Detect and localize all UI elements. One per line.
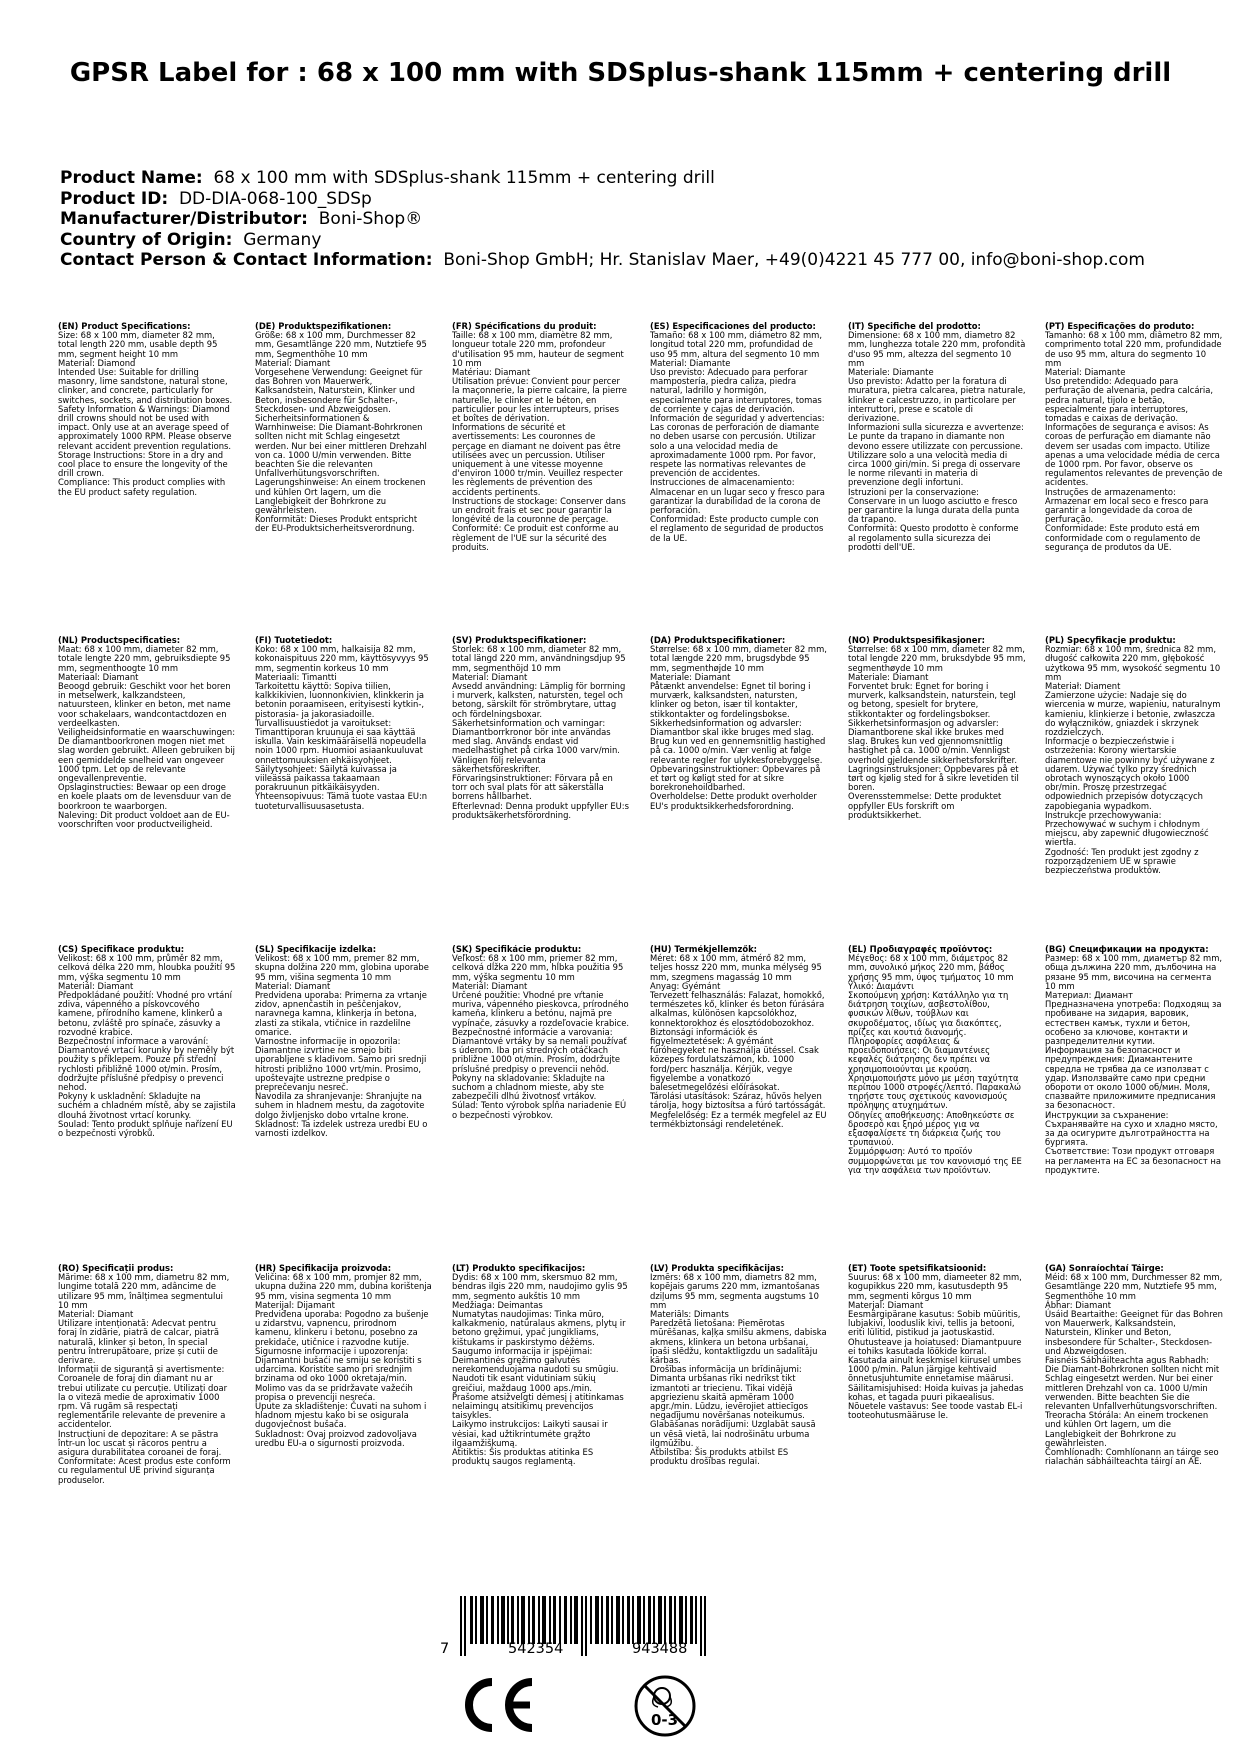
- lang-block-sv: [452, 636, 630, 936]
- lang-body: Veľkosť: 68 x 100 mm, priemer 82 mm, celková dĺžka 220 mm, hĺbka použitia 95 mm, výška segmentu 10 mm Materiál: Diamant Určené použitie: Vhodné pre vŕtanie muriva, vápenného pieskovca, prírodného kameňa, klinkeru a betónu, najmä pre vypínače, zásuvky a rozdeľovacie krabice. Bezpečnostné informácie a varovania: Diamantové vrtáky by sa nemali používať s úderom. Iba pri stredných otáčkach približne 1000 ot/min. Prosím, dodržujte príslušné predpisy o prevencii nehôd. Pokyny na skladovanie: Skladujte na suchom a chladnom mieste, aby ste zabezpečili dlhú životnosť vrtákov. Súlad: Tento výrobok spĺňa nariadenie EÚ o bezpečnosti výrobkov.: [452, 953, 630, 1120]
- origin-value: Germany: [243, 229, 322, 250]
- lang-block-ro: [58, 1264, 236, 1589]
- lang-body: Μέγεθος: 68 x 100 mm, διάμετρος 82 mm, συνολικό μήκος 220 mm, βάθος χρήσης 95 mm, ύψος τμήματος 10 mm Υλικό: Διαμάντι Σκοπούμενη χρήση: Κατάλληλο για τη διάτρηση τοιχίων, ασβεστολίθου, φυσικών λίθων, τούβλων και σκυροδέματος, ιδίως για διακόπτες, πρίζες και κουτιά διανομής. Πληροφορίες ασφάλειας & προειδοποιήσεις: Οι διαμαντένιες κεφαλές διάτρησης δεν πρέπει να χρησιμοποιούνται με κρούση. Χρησιμοποιήστε μόνο με μέση ταχύτητα περίπου 1000 στροφές/λεπτό. Παρακαλώ τηρήστε τους σχετικούς κανονισμούς πρόληψης ατυχημάτων. Οδηγίες αποθήκευσης: Αποθηκεύστε σε δροσερό και ξηρό μέρος για να εξασφαλίσετε τη διάρκεια ζωής του τρυπανιού. Συμμόρφωση: Αυτό το προϊόν συμμορφώνεται με τον κανονισμό της ΕΕ για την ασφάλεια των προϊόντων.: [848, 953, 1022, 1175]
- lang-heading: (CS) Specifikace produktu:: [58, 945, 185, 954]
- manufacturer-label: Manufacturer/Distributor:: [60, 209, 308, 229]
- lang-body: Tamaño: 68 x 100 mm, diámetro 82 mm, longitud total 220 mm, profundidad de uso 95 mm, altura del segmento 10 mm Material: Diamante Uso previsto: Adecuado para perforar mampostería, piedra caliza, piedra natural, ladrillo y hormigón, especialmente para interruptores, tomas de corriente y cajas de derivación. Información de seguridad y advertencias: Las coronas de perforación de diamante no deben usarse con percusión. Utilizar solo a una velocidad media de aproximadamente 1000 rpm. Por favor, respete las normativas relevantes de prevención de accidentes. Instrucciones de almacenamiento: Almacenar en un lugar seco y fresco para garantizar la durabilidad de la corona de perforación. Conformidad: Este producto cumple con el reglamento de seguridad de productos de la UE.: [650, 330, 825, 543]
- lang-heading: (ES) Especificaciones del producto:: [650, 322, 816, 331]
- lang-heading: (NL) Productspecificaties:: [58, 636, 181, 645]
- origin-label: Country of Origin:: [60, 229, 233, 250]
- lang-block-pt: [1045, 322, 1223, 627]
- lang-body: Méret: 68 x 100 mm, átmérő 82 mm, teljes hossz 220 mm, munka mélység 95 mm, szegmens magasság 10 mm Anyag: Gyémánt Tervezett felhasználás: Falazat, homokkő, természetes kő, klinker és beton fúrására alkalmas, különösen kapcsolókhoz, konnektorokhoz és elosztódobozokhoz. Biztonsági információk és figyelmeztetések: A gyémánt fúróhegyeket ne használja ütéssel. Csak közepes fordulatszámon, kb. 1000 ford/perc használja. Kérjük, vegye figyelembe a vonatkozó balesetmegelőzési előírásokat. Tárolási utasítások: Száraz, hűvös helyen tárolja, hogy biztosítsa a fúró tartósságát. Megfelelőség: Ez a termék megfelel az EU termékbiztonsági rendeletének.: [650, 953, 827, 1129]
- lang-heading: (DE) Produktspezifikationen:: [255, 322, 392, 331]
- lang-body: Izmērs: 68 x 100 mm, diametrs 82 mm, kopējais garums 220 mm, izmantošanas dziļums 95 mm, segmenta augstums 10 mm Materiāls: Dimants Paredzētā lietošana: Piemērotas mūrēšanas, kaļķa smilšu akmens, dabiska akmens, klinkera un betona urbšanai, īpaši slēdžu, kontaktligzdu un sadalītāju kārbas. Drošības informācija un brīdinājumi: Dimanta urbšanas rīki nedrīkst tikt izmantoti ar triecienu. Tikai vidējā apgriezienu skaitā apmēram 1000 apgr./min. Lūdzu, ievērojiet attiecīgos negadījumu novēršanas noteikumus. Glabāšanas norādījumi: Uzglabāt sausā un vēsā vietā, lai nodrošinātu urbuma ilgmūžību. Atbilstība: Šis produkts atbilst ES produktu drošības regulai.: [650, 1272, 827, 1467]
- lang-block-hu: [650, 945, 828, 1255]
- lang-heading: (PT) Especificações do produto:: [1045, 322, 1195, 331]
- lang-heading: (SV) Produktspecifikationer:: [452, 636, 587, 645]
- contact-row: [60, 250, 1200, 271]
- lang-heading: (ET) Toote spetsifikatsioonid:: [848, 1264, 987, 1273]
- lang-heading: (NO) Produktspesifikasjoner:: [848, 636, 985, 645]
- lang-body: Размер: 68 x 100 mm, диаметър 82 mm, обща дължина 220 mm, дълбочина на рязане 95 mm, височина на сегмента 10 mm Материал: Диамант Предназначена употреба: Подходящ за пробиване на зидария, варовик, естествен камък, тухли и бетон, особено за ключове, контакти и разпределителни кутии. Информация за безопасност и предупреждения: Диамантените свредла не трябва да се използват с удар. Използвайте само при средни обороти от около 1000 об/мин. Моля, спазвайте приложимите предписания за безопасност. Инструкции за съхранение: Съхранявайте на сухо и хладно място, за да осигурите дълготрайността на бургията. Съответствие: Този продукт отговаря на регламента на ЕС за безопасност на продуктите.: [1045, 953, 1223, 1175]
- lang-body: Velikost: 68 x 100 mm, průměr 82 mm, celková délka 220 mm, hloubka použití 95 mm, výška segmentu 10 mm Materiál: Diamant Předpokládané použití: Vhodné pro vrtání zdiva, vápenného a pískovcového kamene, přírodního kamene, klinkerů a betonu, zvláště pro spínače, zásuvky a rozvodné krabice. Bezpečnostní informace a varování: Diamantové vrtací korunky by neměly být použity s příklepem. Pouze při střední rychlosti přibližně 1000 ot/min. Prosím, dodržujte příslušné předpisy o prevenci nehod. Pokyny k uskladnění: Skladujte na suchém a chladném místě, aby se zajistila dlouhá životnost vrtací korunky. Soulad: Tento produkt splňuje nařízení EU o bezpečnosti výrobků.: [58, 953, 236, 1139]
- lang-heading: (SL) Specifikacije izdelka:: [255, 945, 377, 954]
- lang-heading: (HR) Specifikacija proizvoda:: [255, 1264, 392, 1273]
- lang-heading: (LV) Produkta specifikācijas:: [650, 1264, 784, 1273]
- lang-body: Størrelse: 68 x 100 mm, diameter 82 mm, total lengde 220 mm, bruksdybde 95 mm, segmenthøyde 10 mm Materiale: Diamant Forventet bruk: Egnet for boring i murverk, kalksandstein, naturstein, tegl og betong, spesielt for brytere, stikkontakter og fordelingsbokser. Sikkerhetsinformasjon og advarsler: Diamantborene skal ikke brukes med slag. Brukes kun ved gjennomsnittlig hastighet på ca. 1000 o/min. Vennligst overhold gjeldende sikkerhetsforskrifter. Lagringsinstruksjoner: Oppbevares på et tørt og kjølig sted for å sikre levetiden til boren. Overensstemmelse: Dette produktet oppfyller EUs forskrift om produktsikkerhet.: [848, 644, 1026, 820]
- lang-body: Größe: 68 x 100 mm, Durchmesser 82 mm, Gesamtlänge 220 mm, Nutztiefe 95 mm, Segmenthöhe 10 mm Material: Diamant Vorgesehene Verwendung: Geeignet für das Bohren von Mauerwerk, Kalksandstein, Naturstein, Klinker und Beton, insbesondere für Schalter-, Steckdosen- und Abzweigdosen. Sicherheitsinformationen & Warnhinweise: Die Diamant-Bohrkronen sollten nicht mit Schlag eingesetzt werden. Nur bei einer mittleren Drehzahl von ca. 1000 U/min verwenden. Bitte beachten Sie die relevanten Unfallverhütungsvorschriften. Lagerungshinweise: An einem trockenen und kühlen Ort lagern, um die Langlebigkeit der Bohrkrone zu gewährleisten. Konformität: Dieses Produkt entspricht der EU-Produktsicherheitsverordnung.: [255, 330, 427, 534]
- lang-heading: (LT) Produkto specifikacijos:: [452, 1264, 586, 1273]
- age-warning-label: 0-3: [651, 1711, 679, 1729]
- lang-body: Veličina: 68 x 100 mm, promjer 82 mm, ukupna dužina 220 mm, dubina korištenja 95 mm, visina segmenta 10 mm Materijal: Dijamant Predviđena uporaba: Pogodno za bušenje u zidarstvu, vapnencu, prirodnom kamenu, klinkeru i betonu, posebno za prekidače, utičnice i razvodne kutije. Sigurnosne informacije i upozorenja: Dijamantni bušaći ne smiju se koristiti s udarcima. Koristite samo pri srednjim brzinama od oko 1000 okretaja/min. Molimo vas da se pridržavate važećih propisa o prevenciji nesreća. Upute za skladištenje: Čuvati na suhom i hladnom mjestu kako bi se osigurala dugovječnost bušača. Sukladnost: Ovaj proizvod zadovoljava uredbu EU-a o sigurnosti proizvoda.: [255, 1272, 432, 1448]
- lang-body: Tamanho: 68 x 100 mm, diâmetro 82 mm, comprimento total 220 mm, profundidade de uso 95 mm, altura do segmento 10 mm Material: Diamante Uso pretendido: Adequado para perfuração de alvenaria, pedra calcária, pedra natural, tijolo e betão, especialmente para interruptores, tomadas e caixas de derivação. Informações de segurança e avisos: As coroas de perfuração em diamante não devem ser usadas com impacto. Utilize apenas a uma velocidade média de cerca de 1000 rpm. Por favor, observe os regulamentos relevantes de prevenção de acidentes. Instruções de armazenamento: Armazenar em local seco e fresco para garantir a longevidade da coroa de perfuração. Conformidade: Este produto está em conformidade com o regulamento de segurança de produtos da UE.: [1045, 330, 1223, 552]
- lang-body: Rozmiar: 68 x 100 mm, średnica 82 mm, długość całkowita 220 mm, głębokość użytkowa 95 mm, wysokość segmentu 10 mm Materiał: Diament Zamierzone użycie: Nadaje się do wiercenia w murze, wapieniu, naturalnym kamieniu, klinkierze i betonie, zwłaszcza do wyłączników, gniazdek i skrzynek rozdzielczych. Informacje o bezpieczeństwie i ostrzeżenia: Korony wiertarskie diamentowe nie powinny być używane z udarem. Używać tylko przy średnich obrotach wynoszących około 1000 obr/min. Proszę przestrzegać odpowiednich przepisów dotyczących zapobiegania wypadkom. Instrukcje przechowywania: Przechowywać w suchym i chłodnym miejscu, aby zapewnić długowieczność wiertła. Zgodność: Ten produkt jest zgodny z rozporządzeniem UE w sprawie bezpieczeństwa produktów.: [1045, 644, 1221, 876]
- barcode-digit-prefix: 7: [440, 1641, 450, 1657]
- lang-block-et: [848, 1264, 1026, 1589]
- lang-heading: (BG) Спецификации на продукта:: [1045, 945, 1209, 954]
- product-name-value: 68 x 100 mm with SDSplus-shank 115mm + centering drill: [213, 168, 715, 188]
- page-title: GPSR Label for : 68 x 100 mm with SDSplus-shank 115mm + centering drill: [69, 58, 1172, 88]
- origin-row: [60, 230, 1200, 251]
- lang-block-nl: [58, 636, 236, 936]
- lang-heading: (IT) Specifiche del prodotto:: [848, 322, 981, 331]
- age-warning-icon: [632, 1673, 698, 1739]
- lang-block-el: [848, 945, 1026, 1255]
- barcode-digits-left: 542354: [508, 1641, 564, 1657]
- lang-body: Størrelse: 68 x 100 mm, diameter 82 mm, total længde 220 mm, brugsdybde 95 mm, segmenthøjde 10 mm Materiale: Diamant Påtænkt anvendelse: Egnet til boring i murværk, kalksandsten, natursten, klinker og beton, især til kontakter, stikkontakter og fordelingsbokse. Sikkerhedsinformation og advarsler: Diamantbor skal ikke bruges med slag. Brug kun ved en gennemsnitlig hastighed på ca. 1000 o/min. Vær venlig at følge relevante regler for ulykkesforebyggelse. Opbevaringsinstruktioner: Opbevares på et tørt og køligt sted for at sikre borekronehoildbarhed. Overholdelse: Dette produkt overholder EU's produktsikkerhedsforordning.: [650, 644, 827, 811]
- lang-heading: (PL) Specyfikacje produktu:: [1045, 636, 1176, 645]
- product-name-row: [60, 168, 1200, 189]
- lang-block-fr: [452, 322, 630, 627]
- lang-block-bg: [1045, 945, 1223, 1255]
- lang-body: Storlek: 68 x 100 mm, diameter 82 mm, total längd 220 mm, användningsdjup 95 mm, segmenthöjd 10 mm Material: Diamant Avsedd användning: Lämplig för borrning i murverk, kalksten, natursten, tegel och betong, särskilt för strömbrytare, uttag och fördelningsboxar. Säkerhetsinformation och varningar: Diamantborrkronor bör inte användas med slag. Används endast vid medelhastighet på cirka 1000 varv/min. Vänligen följ relevanta säkerhetsföreskrifter. Förvaringsinstruktioner: Förvara på en torr och sval plats för att säkerställa borrens hållbarhet. Efterlevnad: Denna produkt uppfyller EU:s produktsäkerhetsförordning.: [452, 644, 629, 820]
- lang-block-ga: [1045, 1264, 1223, 1589]
- lang-block-cs: [58, 945, 236, 1255]
- lang-block-no: [848, 636, 1026, 936]
- lang-body: Suurus: 68 x 100 mm, diameeter 82 mm, kogupikkus 220 mm, kasutusdepth 95 mm, segmenti kõrgus 10 mm Materjal: Diamant Eesmärgipärane kasutus: Sobib müüritis, lubjakivi, looduslik kivi, tellis ja betooni, eriti lülitid, pistikud ja jaotuskastid. Ohutusteave ja hoiatused: Diamantpuure ei tohiks kasutada löökide korral. Kasutada ainult keskmisel kiirusel umbes 1000 p/min. Palun järgige kehtivaid õnnetusjuhtumite ennetamise määrusi. Säilitamisjuhised: Hoida kuivas ja jahedas kohas, et tagada puuri pikaealisus. Nõuetele vastavus: See toode vastab EL-i tooteohutusmääruse le.: [848, 1272, 1024, 1421]
- barcode: [440, 1596, 740, 1656]
- lang-block-en: [58, 322, 236, 627]
- lang-heading: (EN) Product Specifications:: [58, 322, 191, 331]
- lang-block-sk: [452, 945, 630, 1255]
- lang-body: Maat: 68 x 100 mm, diameter 82 mm, totale lengte 220 mm, gebruiksdiepte 95 mm, segmenthoogte 10 mm Materiaal: Diamant Beoogd gebruik: Geschikt voor het boren in metselwerk, kalkzandsteen, natuursteen, klinker en beton, met name voor schakelaars, wandcontactdozen en verdeelkasten. Veiligheidsinformatie en waarschuwingen: De diamantboorkronen mogen niet met slag worden gebruikt. Alleen gebruiken bij een gemiddelde snelheid van ongeveer 1000 tpm. Let op de relevante ongevallenpreventie. Opslaginstructies: Bewaar op een droge en koele plaats om de levensduur van de boorkroon te waarborgen. Naleving: Dit product voldoet aan de EU-voorschriften voor productveiligheid.: [58, 644, 236, 830]
- lang-body: Size: 68 x 100 mm, diameter 82 mm, total length 220 mm, usable depth 95 mm, segment height 10 mm Material: Diamond Intended Use: Suitable for drilling masonry, lime sandstone, natural stone, clinker, and concrete, particularly for switches, sockets, and distribution boxes. Safety Information & Warnings: Diamond drill crowns should not be used with impact. Only use at an average speed of approximately 1000 RPM. Please observe relevant accident prevention regulations. Storage Instructions: Store in a dry and cool place to ensure the longevity of the drill crown. Compliance: This product complies with the EU product safety regulation.: [58, 330, 233, 497]
- contact-label: Contact Person & Contact Information:: [60, 250, 433, 270]
- lang-block-sl: [255, 945, 433, 1255]
- lang-block-fi: [255, 636, 433, 936]
- lang-body: Dydis: 68 x 100 mm, skersmuo 82 mm, bendras ilgis 220 mm, naudojimo gylis 95 mm, segmento aukštis 10 mm Medžiaga: Deimantas Numatytas naudojimas: Tinka mūro, kalkakmenio, natūralaus akmens, plytų ir betono gręžimui, ypač jungikliams, kištukams ir paskirstymo dėžėms. Saugumo informacija ir įspėjimai: Deimantinės gręžimo galvutės nerekomenduojama naudoti su smūgiu. Naudoti tik esant vidutiniam sūkių greičiui, maždaug 1000 aps./min. Prašome atsižvelgti dėmesį į atitinkamas nelaimingų atsitikimų prevencijos taisykles. Laikymo instrukcijos: Laikyti sausai ir vėsiai, kad užtikrintumėte grąžto ilgaamžiškumą. Atitiktis: Šis produktas atitinka ES produktų saugos reglamentą.: [452, 1272, 628, 1467]
- barcode-digits-right: 943488: [632, 1641, 688, 1657]
- lang-body: Taille: 68 x 100 mm, diamètre 82 mm, longueur totale 220 mm, profondeur d'utilisation 95 mm, hauteur de segment 10 mm Matériau: Diamant Utilisation prévue: Convient pour percer la maçonnerie, la pierre calcaire, la pierre naturelle, le clinker et le béton, en particulier pour les interrupteurs, prises et boîtes de dérivation. Informations de sécurité et avertissements: Les couronnes de perçage en diamant ne doivent pas être utilisées avec un percussion. Utiliser uniquement à une vitesse moyenne d'environ 1000 tr/min. Veuillez respecter les règlements de prévention des accidents pertinents. Instructions de stockage: Conserver dans un endroit frais et sec pour garantir la longévité de la couronne de perçage. Conformité: Ce produit est conforme au règlement de l'UE sur la sécurité des produits.: [452, 330, 627, 552]
- lang-block-hr: [255, 1264, 433, 1589]
- lang-body: Velikost: 68 x 100 mm, premer 82 mm, skupna dolžina 220 mm, globina uporabe 95 mm, višina segmenta 10 mm Material: Diamant Predvidena uporaba: Primerna za vrtanje zidov, apnenčastih in peščenjakov, naravnega kamna, klinkerja in betona, zlasti za stikala, vtičnice in razdelilne omarice. Varnostne informacije in opozorila: Diamantne izvrtine ne smejo biti uporabljene s kladivom. Samo pri srednji hitrosti približno 1000 vrt/min. Prosimo, upoštevajte ustrezne predpise o preprečevanju nesreč. Navodila za shranjevanje: Shranjujte na suhem in hladnem mestu, da zagotovite dolgo življenjsko dobo vrtalne krone. Skladnost: Ta izdelek ustreza uredbi EU o varnosti izdelkov.: [255, 953, 429, 1139]
- lang-body: Mărime: 68 x 100 mm, diametru 82 mm, lungime totală 220 mm, adâncime de utilizare 95 mm, înălțimea segmentului 10 mm Material: Diamant Utilizare intenționată: Adecvat pentru foraj în zidărie, piatră de calcar, piatră naturală, klinker și beton, în special pentru întrerupătoare, prize și cutii de derivare. Informații de siguranță și avertismente: Coroanele de foraj din diamant nu ar trebui utilizate cu percuție. Utilizați doar la o viteză medie de aproximativ 1000 rpm. Vă rugăm să respectați reglementările relevante de prevenire a accidentelor. Instrucțiuni de depozitare: A se păstra într-un loc uscat și răcoros pentru a asigura durabilitatea coroanei de foraj. Conformitate: Acest produs este conform cu regulamentul UE privind siguranța produselor.: [58, 1272, 231, 1485]
- lang-heading: (HU) Termékjellemzők:: [650, 945, 758, 954]
- lang-block-de: [255, 322, 433, 627]
- product-id-label: Product ID:: [60, 188, 169, 209]
- lang-block-da: [650, 636, 828, 936]
- lang-heading: (RO) Specificații produs:: [58, 1264, 174, 1273]
- lang-block-pl: [1045, 636, 1223, 936]
- lang-heading: (FR) Spécifications du produit:: [452, 322, 597, 331]
- lang-block-lt: [452, 1264, 630, 1589]
- lang-body: Koko: 68 x 100 mm, halkaisija 82 mm, kokonaispituus 220 mm, käyttösyvyys 95 mm, segmentin korkeus 10 mm Materiaali: Timantti Tarkoitettu käyttö: Sopiva tiilien, kalkkikivien, luonnonkivien, klinkkerin ja betonin poraamiseen, erityisesti kytkin-, pistorasia- ja jakorasiadoille. Turvallisuustiedot ja varoitukset: Timanttiporan kruunuja ei saa käyttää iskulla. Vain keskimääräisellä nopeudella noin 1000 rpm. Huomioi asiaankuuluvat onnettomuuksien ehkäisyohjeet. Säilytysohjeet: Säilytä kuivassa ja viileässä paikassa takaamaan porakruunun pitkäikäisyyden. Yhteensopivuus: Tämä tuote vastaa EU:n tuoteturvallisuusasetusta.: [255, 644, 429, 811]
- lang-body: Dimensione: 68 x 100 mm, diametro 82 mm, lunghezza totale 220 mm, profondità d'uso 95 mm, altezza del segmento 10 mm Materiale: Diamante Uso previsto: Adatto per la foratura di muratura, pietra calcarea, pietra naturale, klinker e calcestruzzo, in particolare per interruttori, prese e scatole di derivazione. Informazioni sulla sicurezza e avvertenze: Le punte da trapano in diamante non devono essere utilizzate con percussione. Utilizzare solo a una velocità media di circa 1000 giri/min. Si prega di osservare le norme rilevanti in materia di prevenzione degli infortuni. Istruzioni per la conservazione: Conservare in un luogo asciutto e fresco per garantire la lunga durata della punta da trapano. Conformità: Questo prodotto è conforme al regolamento sulla sicurezza dei prodotti dell'UE.: [848, 330, 1026, 552]
- lang-body: Méid: 68 x 100 mm, Durchmesser 82 mm, Gesamtlänge 220 mm, Nutztiefe 95 mm, Segmenthöhe 10 mm Ábhar: Diamant Úsáid Beartaithe: Geeignet für das Bohren von Mauerwerk, Kalksandstein, Naturstein, Klinker und Beton, insbesondere für Schalter-, Steckdosen- und Abzweigdosen. Faisnéis Sábháilteachta agus Rabhadh: Die Diamant-Bohrkronen sollten nicht mit Schlag eingesetzt werden. Nur bei einer mittleren Drehzahl von ca. 1000 U/min verwenden. Bitte beachten Sie die relevanten Unfallverhütungsvorschriften. Treoracha Stórála: An einem trockenen und kühlen Ort lagern, um die Langlebigkeit der Bohrkrone zu gewährleisten. Comhlíonadh: Comhlíonann an táirge seo rialachán sábháilteachta táirgí an AE.: [1045, 1272, 1223, 1467]
- lang-heading: (EL) Προδιαγραφές προϊόντος:: [848, 945, 993, 954]
- lang-heading: (SK) Špecifikácie produktu:: [452, 945, 582, 954]
- lang-block-it: [848, 322, 1026, 627]
- product-id-row: [60, 189, 1200, 210]
- product-id-value: DD-DIA-068-100_SDSp: [178, 188, 372, 209]
- lang-heading: (FI) Tuotetiedot:: [255, 636, 333, 645]
- lang-heading: (GA) Sonraíochtaí Táirge:: [1045, 1264, 1164, 1273]
- lang-heading: (DA) Produktspecifikationer:: [650, 636, 786, 645]
- manufacturer-row: [60, 209, 1200, 230]
- product-info: [60, 168, 1200, 271]
- lang-block-es: [650, 322, 828, 627]
- manufacturer-value: Boni-Shop®: [318, 209, 423, 229]
- contact-value: Boni-Shop GmbH; Hr. Stanislav Maer, +49(0)4221 45 777 00, info@boni-shop.com: [443, 250, 1145, 270]
- ce-mark-icon: [458, 1676, 538, 1734]
- lang-block-lv: [650, 1264, 828, 1589]
- product-name-label: Product Name:: [60, 168, 203, 188]
